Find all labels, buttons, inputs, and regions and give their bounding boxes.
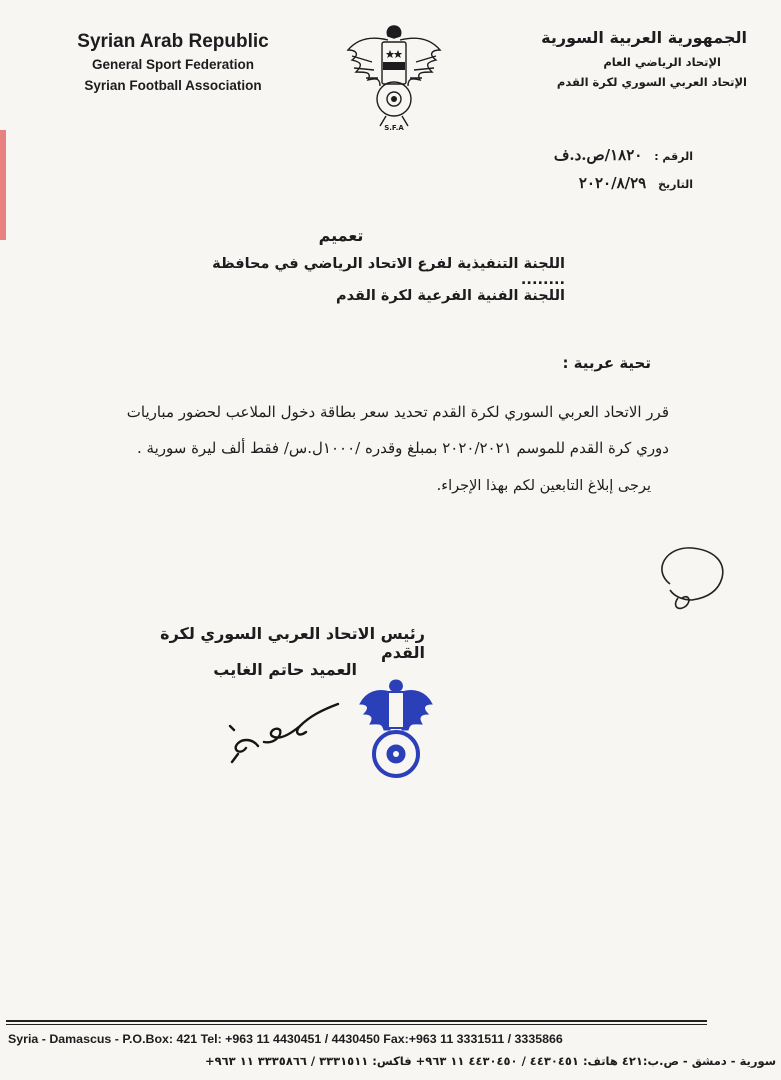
letterhead-ar-line3: الإتحاد العربي السوري لكرة القدم [556, 75, 747, 89]
circular-title: تعميم [318, 226, 364, 245]
letterhead-ar-line2: الإتحاد الرياضي العام [603, 55, 721, 69]
closing-line: يرجى إبلاغ التابعين لكم بهذا الإجراء. [436, 478, 651, 494]
letterhead-en-line2: General Sport Federation [91, 57, 255, 72]
signature-icon [218, 696, 348, 766]
footer-contact-english: Syria - Damascus - P.O.Box: 421 Tel: +963 11 4430451 / 4430450 Fax:+963 11 3331511 / 3335866 [8, 1032, 563, 1046]
page-edge-mark [0, 130, 6, 240]
footer-rule-thin [6, 1024, 707, 1025]
letterhead-en-line3: Syrian Football Association [84, 78, 262, 93]
signatory-title: رئيس الاتحاد العربي السوري لكرة القدم [160, 624, 425, 662]
eagle-emblem-icon [342, 16, 446, 134]
addressee-line-1: اللجنة التنفيذية لفرع الاتحاد الرياضي في محافظة ........ [212, 256, 565, 288]
footer-contact-arabic: سورية - دمشق - ص.ب:٤٢١ هاتف: ٤٤٣٠٤٥١ / ٤٤٣٠٤٥٠ ١١ ٩٦٣+ فاكس: ٣٣٣١٥١١ / ٣٣٣٥٨٦٦ ١١ ٩٦٣+ [204, 1054, 776, 1068]
greeting: تحية عربية : [562, 354, 651, 372]
letterhead-arabic [477, 24, 747, 92]
reference-number-value: ١٨٢٠/ص.د.ف [553, 146, 643, 164]
body-paragraph [49, 394, 669, 466]
reference-number-label: الرقم : [654, 150, 693, 163]
addressee-line-2: اللجنة الفنية الفرعية لكرة القدم [336, 288, 565, 304]
reference-date-value: ٢٠٢٠/٨/٢٩ [578, 174, 647, 192]
official-stamp-icon [356, 674, 436, 780]
letterhead-en-line1: Syrian Arab Republic [77, 31, 269, 52]
handwritten-initial-icon [648, 540, 738, 620]
letterhead-ar-line1: الجمهورية العربية السورية [541, 28, 747, 47]
reference-block [473, 142, 693, 198]
reference-number-row [473, 142, 693, 170]
body-line-1: قرر الاتحاد العربي السوري لكرة القدم تحديد سعر بطاقة دخول الملاعب لحضور مباريات [126, 403, 669, 421]
emblem-text: S.F.A [384, 124, 404, 132]
footer-rule [6, 1020, 707, 1022]
reference-date-label: التاريخ [658, 178, 693, 191]
signatory-name: العميد حاتم الغايب [213, 660, 357, 679]
body-line-2: دوري كرة القدم للموسم ٢٠٢٠/٢٠٢١ بمبلغ وقدره /١٠٠٠ل.س/ فقط ألف ليرة سورية . [136, 439, 669, 457]
reference-date-row [473, 170, 693, 198]
letterhead-english [48, 30, 298, 96]
